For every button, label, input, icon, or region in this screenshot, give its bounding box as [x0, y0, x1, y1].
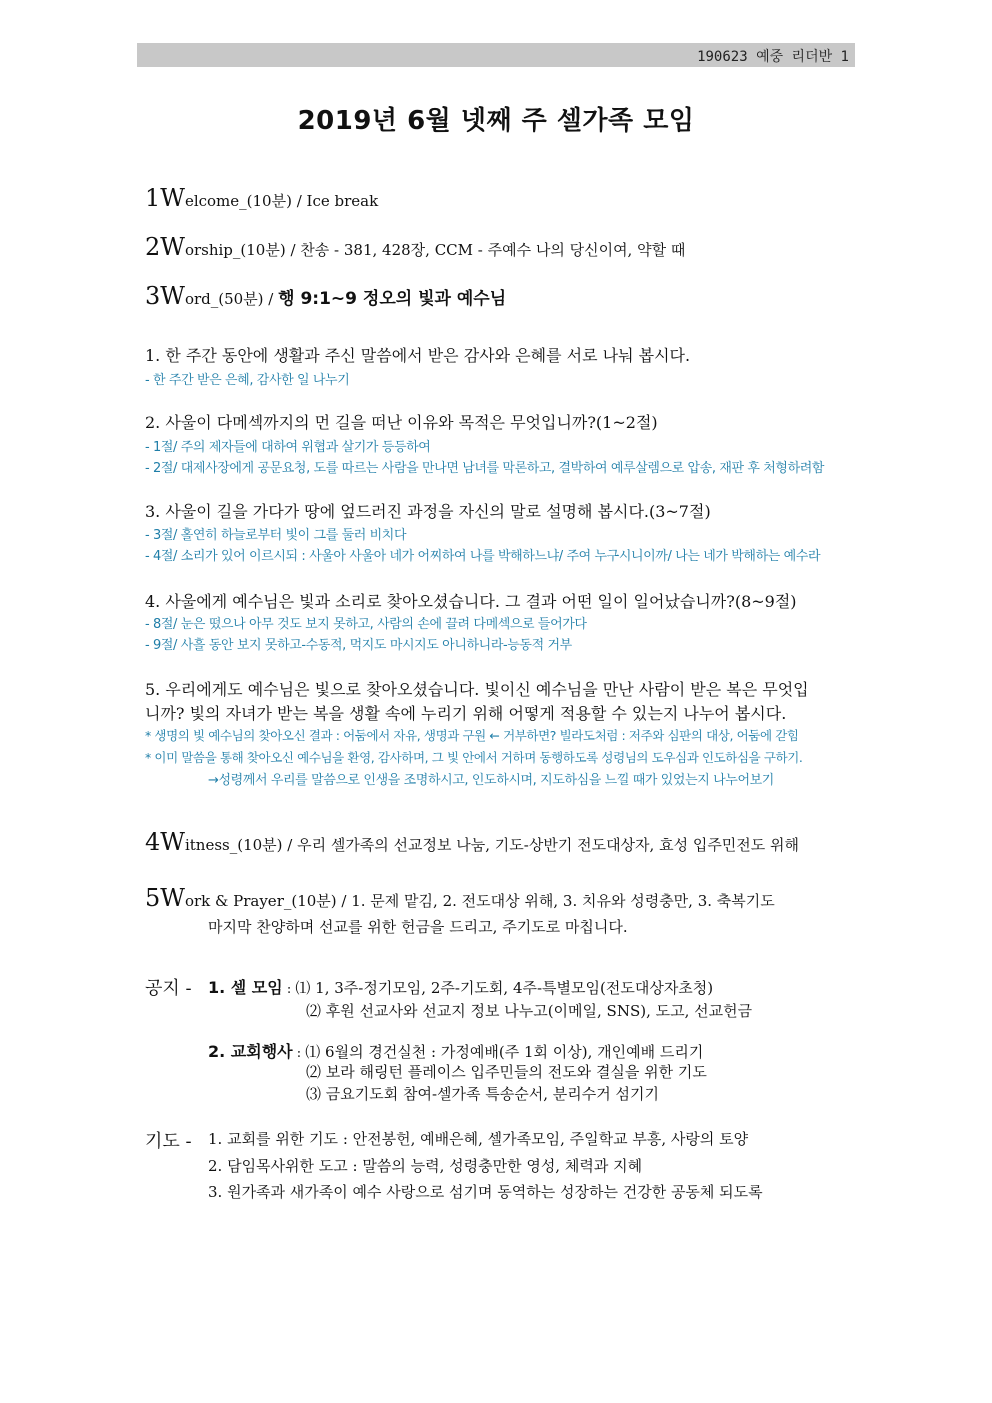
prayer-line: 1. 교회를 위한 기도 : 안전봉헌, 예배은혜, 셀가족모임, 주일학교 부흥, 사랑의 토양 — [208, 1130, 749, 1148]
section-witness — [145, 828, 799, 856]
notice-item-1 — [208, 975, 713, 998]
notice-line: ⑶ 금요기도회 참여-셀가족 특송순서, 분리수거 섬기기 — [306, 1085, 659, 1103]
answer-line: * 생명의 빛 예수님의 찾아오신 결과 : 어둠에서 자유, 생명과 구원 ← 거부하면? 빌라도처럼 : 저주와 심판의 대상, 어둠에 갇힘 — [145, 728, 799, 743]
notice-item-sep: : — [292, 1046, 306, 1061]
section-text: ord_(50분) / — [184, 290, 279, 308]
answer-line: - 2절/ 대제사장에게 공문요청, 도를 따르는 사람을 만나면 남녀를 막론하고, 결박하여 예루살렘으로 압송, 재판 후 처형하려함 — [145, 461, 825, 476]
notice-line: ⑴ 1, 3주-정기모임, 2주-기도회, 4주-특별모임(전도대상자초청) — [295, 979, 714, 997]
section-w: W — [160, 828, 185, 856]
section-w: W — [160, 233, 185, 261]
prayer-label: 기도 - — [145, 1131, 192, 1152]
question-5-cont: 니까? 빛의 자녀가 받는 복을 생활 속에 누리기 위해 어떻게 적용할 수 있는지 나누어 봅시다. — [145, 704, 787, 723]
section-number: 2 — [145, 233, 161, 261]
answer-line: - 1절/ 주의 제자들에 대하여 위협과 살기가 등등하여 — [145, 440, 431, 455]
prayer-line: 3. 원가족과 새가족이 예수 사랑으로 섬기며 동역하는 성장하는 건강한 공동체 되도록 — [208, 1183, 763, 1201]
section-number: 4 — [145, 828, 161, 856]
notice-item-head: 1. 셀 모임 — [208, 978, 283, 997]
section-w: W — [160, 884, 185, 912]
notice-label: 공지 - — [145, 978, 192, 999]
answer-line: - 3절/ 홀연히 하늘로부터 빛이 그를 둘러 비치다 — [145, 528, 407, 543]
section-text: itness_(10분) / 우리 셀가족의 선교정보 나눔, 기도-상반기 전도대상자, 효성 입주민전도 위해 — [184, 836, 800, 854]
section-text: elcome_(10분) / Ice break — [184, 192, 379, 210]
question-4: 4. 사울에게 예수님은 빛과 소리로 찾아오셨습니다. 그 결과 어떤 일이 일어났습니까?(8~9절) — [145, 592, 797, 611]
section-worship — [145, 233, 685, 261]
answer-line: * 이미 말씀을 통해 찾아오신 예수님을 환영, 감사하며, 그 빛 안에서 거하며 동행하도록 성령님의 도우심과 인도하심을 구하기. — [145, 750, 803, 765]
section-w: W — [160, 184, 185, 212]
notice-line: ⑵ 후원 선교사와 선교지 정보 나누고(이메일, SNS), 도고, 선교헌금 — [306, 1002, 753, 1020]
header-tag: 190623 예중 리더반 1 — [697, 49, 849, 65]
notice-item-sep: : — [282, 982, 296, 997]
section-number: 1 — [145, 184, 161, 212]
page-title: 2019년 6월 넷째 주 셀가족 모임 — [297, 106, 695, 136]
section-text: orship_(10분) / 찬송 - 381, 428장, CCM - 주예수 나의 당신이여, 약할 때 — [184, 241, 686, 259]
answer-line: - 9절/ 사흘 동안 보지 못하고-수동적, 먹지도 마시지도 아니하니라-능동적 거부 — [145, 638, 572, 653]
section-work-prayer — [145, 884, 775, 912]
question-3: 3. 사울이 길을 가다가 땅에 엎드러진 과정을 자신의 말로 설명해 봅시다.(3~7절) — [145, 502, 711, 521]
section-number: 5 — [145, 884, 161, 912]
answer-line: - 4절/ 소리가 있어 이르시되 : 사울아 사울아 네가 어찌하여 나를 박해하느냐/ 주여 누구시니이까/ 나는 네가 박해하는 예수라 — [145, 549, 821, 564]
question-2: 2. 사울이 다메섹까지의 먼 길을 떠난 이유와 목적은 무엇입니까?(1~2절) — [145, 413, 658, 432]
answer-line: - 한 주간 받은 은혜, 감사한 일 나누기 — [145, 373, 350, 388]
section-number: 3 — [145, 282, 161, 310]
notice-line: ⑴ 6월의 경건실천 : 가정예배(주 1회 이상), 개인예배 드리기 — [305, 1043, 704, 1061]
prayer-line: 2. 담임목사위한 도고 : 말씀의 능력, 성령충만한 영성, 체력과 지혜 — [208, 1157, 643, 1175]
notice-item-head: 2. 교회행사 — [208, 1042, 293, 1061]
section-text: ork & Prayer_(10분) / 1. 문제 맡김, 2. 전도대상 위해, 3. 치유와 성령충만, 3. 축복기도 — [184, 892, 775, 910]
answer-line: - 8절/ 눈은 떴으나 아무 것도 보지 못하고, 사람의 손에 끌려 다메섹으로 들어가다 — [145, 617, 587, 632]
section-welcome — [145, 184, 378, 212]
header-bar — [137, 43, 855, 67]
answer-line: →성령께서 우리를 말씀으로 인생을 조명하시고, 인도하시며, 지도하심을 느낄 때가 있었는지 나누어보기 — [208, 773, 774, 788]
notice-item-2 — [208, 1039, 703, 1062]
scripture-title: 행 9:1~9 정오의 빛과 예수님 — [278, 289, 507, 309]
section-word — [145, 282, 506, 310]
question-1: 1. 한 주간 동안에 생활과 주신 말씀에서 받은 감사와 은혜를 서로 나눠 봅시다. — [145, 346, 691, 365]
section-w: W — [160, 282, 185, 310]
section-work-line2: 마지막 찬양하며 선교를 위한 헌금을 드리고, 주기도로 마칩니다. — [208, 918, 628, 936]
notice-line: ⑵ 보라 해링턴 플레이스 입주민들의 전도와 결실을 위한 기도 — [306, 1063, 707, 1081]
question-5: 5. 우리에게도 예수님은 빛으로 찾아오셨습니다. 빛이신 예수님을 만난 사람이 받은 복은 무엇입 — [145, 680, 809, 699]
